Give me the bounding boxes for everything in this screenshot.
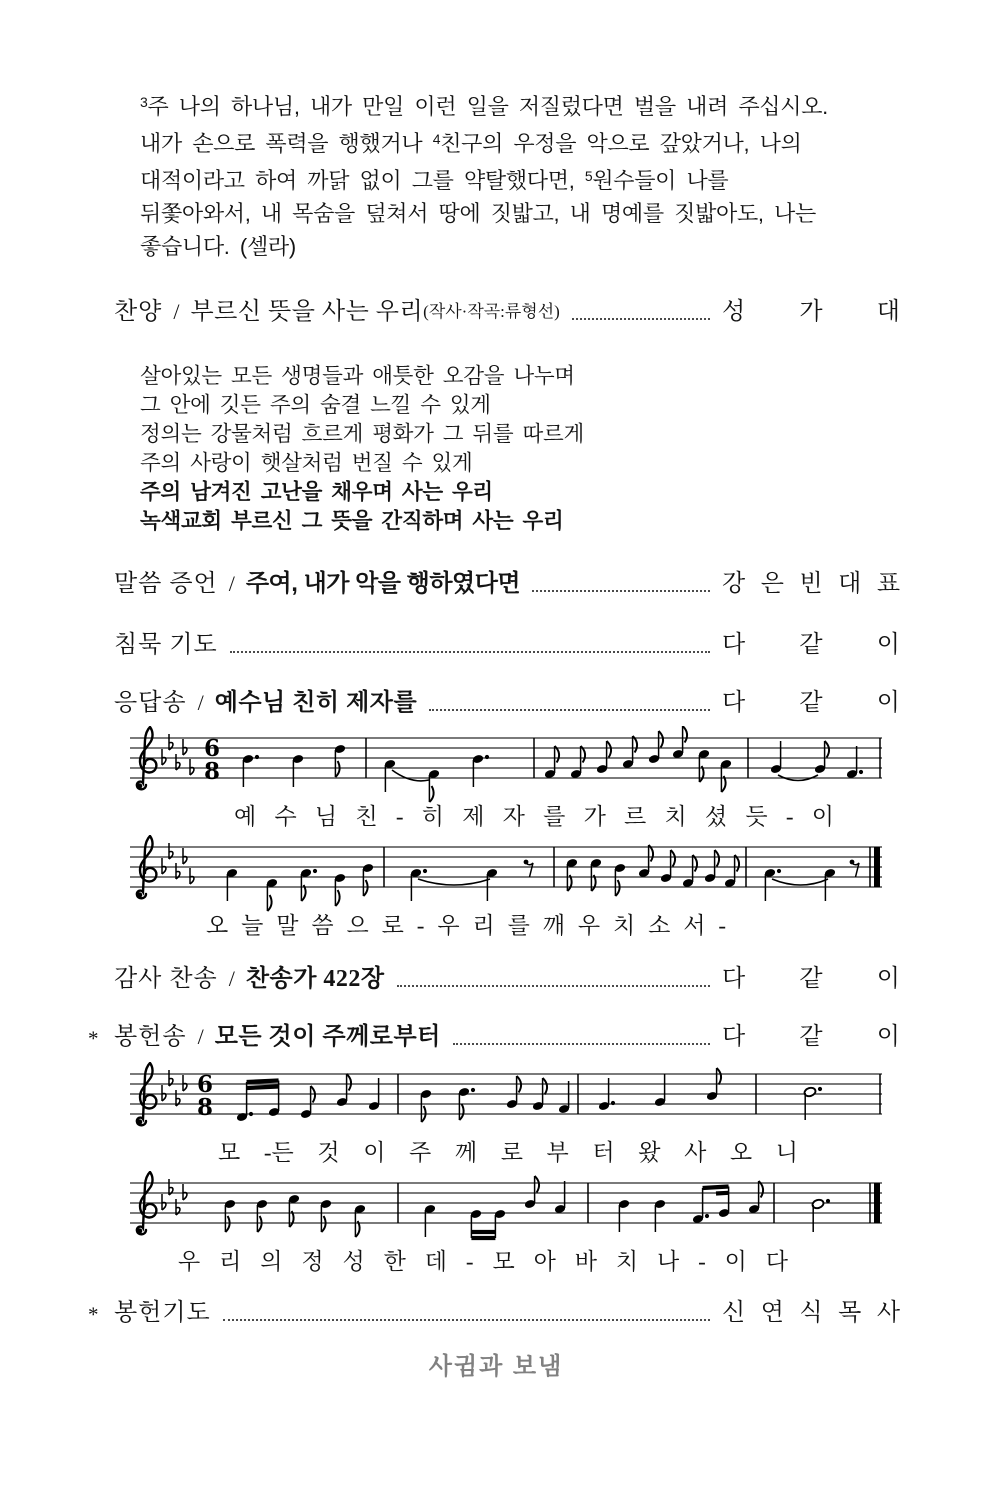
- scripture-line: [140, 123, 992, 160]
- final-barline: [874, 847, 880, 887]
- dotted-leader: [397, 971, 710, 988]
- song-title: 부르신 뜻을 사는 우리: [190, 299, 424, 325]
- scripture-line: [140, 197, 992, 230]
- measure-4: [803, 1086, 822, 1120]
- lyric-line: 그 안에 깃든 주의 숨결 느낄 수 있게: [140, 393, 491, 417]
- service-row-silent-prayer: [0, 628, 992, 662]
- performer: 다 같 이: [722, 632, 900, 658]
- lyric-line: 주의 사랑이 햇살처럼 번질 수 있게: [140, 451, 473, 475]
- time-signature: [197, 1071, 213, 1121]
- scripture-text: 친구의 우정을 악으로 갚았거나, 나의: [440, 131, 802, 156]
- svg-text:8: 8: [196, 1094, 214, 1121]
- scripture-text: 내가 손으로 폭력을 행했거나: [140, 131, 433, 156]
- scripture-line: [140, 160, 992, 197]
- measure-3: [544, 726, 732, 792]
- final-barline: [874, 1183, 880, 1223]
- performer: 신 연 식 목 사: [722, 1300, 900, 1326]
- key-signature-4-flats: [162, 1070, 187, 1106]
- service-row-thanks-hymn: [0, 962, 992, 996]
- dotted-leader: [572, 304, 710, 321]
- svg-text:6: 6: [196, 1071, 214, 1098]
- scripture-text: 뒤쫓아와서, 내 목숨을 덮쳐서 땅에 짓밟고, 내 명예를 짓밟아도, 나는: [140, 201, 816, 226]
- slash-separator: /: [228, 571, 235, 596]
- scripture-text: 좋습니다. (셀라): [140, 234, 296, 259]
- choir-lyrics: [140, 362, 992, 536]
- song-title: 예수님 친히 제자를: [214, 690, 418, 716]
- asterisk-marker: *: [88, 1026, 99, 1051]
- key-signature-4-flats: [162, 1179, 187, 1215]
- svg-text:6: 6: [203, 735, 221, 762]
- section-title-fellowship: 사귐과 보냄: [428, 1353, 564, 1380]
- service-row-offertory-song: [0, 1020, 992, 1054]
- dotted-leader: [453, 1029, 710, 1046]
- performer: 강 은 빈 대 표: [722, 571, 900, 597]
- slash-separator: /: [197, 1024, 204, 1049]
- measure-2: [420, 1076, 570, 1122]
- scripture-text: 주 나의 하나님, 내가 만일 이런 일을 저질렀다면 벌을 내려 주십시오.: [147, 94, 828, 119]
- service-label: 말씀 증언: [114, 571, 218, 597]
- measure-2: [410, 860, 533, 901]
- scripture-text: 대적이라고 하여 까닭 없이 그를 약탈했다면,: [140, 168, 585, 193]
- measure-1: [242, 744, 346, 787]
- verse-number: 4: [432, 131, 441, 147]
- key-signature-5-flats: [162, 843, 194, 884]
- scripture-line: [140, 86, 992, 123]
- verse-number: 5: [584, 168, 593, 184]
- staff-lyrics: 오 늘 말 씀 으 로 - 우 리 를 깨 우 치 소 서 -: [206, 913, 726, 938]
- service-row-word-testimony: [0, 567, 992, 601]
- scripture-text: 원수들이 나를: [592, 168, 729, 193]
- dotted-leader: [230, 637, 710, 654]
- performer: 성 가 대: [722, 299, 900, 325]
- service-label: 찬양: [114, 299, 163, 325]
- measure-2: [424, 1176, 566, 1238]
- lyric-line: 정의는 강물처럼 흐르게 평화가 그 뒤를 따르게: [140, 422, 584, 446]
- dotted-leader: [223, 1305, 710, 1322]
- slash-separator: /: [197, 690, 204, 715]
- scripture-passage: [140, 86, 992, 263]
- service-label: 봉헌기도: [114, 1300, 211, 1326]
- service-label: 침묵 기도: [114, 632, 218, 658]
- key-signature-5-flats: [162, 734, 194, 775]
- offertory-song-notation: [126, 1062, 992, 1276]
- measure-3: [566, 845, 739, 896]
- performer: 다 같 이: [722, 966, 900, 992]
- response-song-staff-2: [126, 835, 896, 915]
- staff-lines: [130, 1074, 882, 1114]
- offertory-song-staff-2: [126, 1171, 896, 1251]
- song-title: 찬송가 422장: [245, 966, 385, 992]
- service-row-offertory-prayer: [0, 1296, 992, 1330]
- measure-3: [618, 1181, 763, 1232]
- asterisk-marker: *: [88, 1302, 99, 1327]
- measure-1: [236, 1074, 380, 1122]
- slash-separator: /: [173, 299, 180, 324]
- lyric-line-bold: 녹색교회 부르신 그 뜻을 간직하며 사는 우리: [140, 509, 564, 533]
- performer: 다 같 이: [722, 1024, 900, 1050]
- response-song-staff-1: [126, 726, 896, 806]
- staff-lines: [130, 847, 882, 887]
- song-credit: (작사·작곡:류형선): [423, 302, 560, 321]
- service-label: 응답송: [114, 690, 187, 716]
- service-label: 감사 찬송: [114, 966, 218, 992]
- scripture-line: [140, 230, 992, 263]
- service-row-response-song: [0, 686, 992, 720]
- service-row-praise: [0, 295, 992, 329]
- song-title: 모든 것이 주께로부터: [214, 1024, 441, 1050]
- time-signature: [204, 735, 220, 785]
- slash-separator: /: [228, 966, 235, 991]
- dotted-leader: [429, 695, 710, 712]
- staff-lyrics: 모 -든 것 이 주 께 로 부 터 왔 사 오 니: [218, 1140, 798, 1165]
- service-label: 봉헌송: [114, 1024, 187, 1050]
- lyric-line-bold: 주의 남겨진 고난을 채우며 사는 우리: [140, 480, 493, 504]
- performer: 다 같 이: [722, 690, 900, 716]
- song-title: 주여, 내가 악을 행하였다면: [245, 570, 521, 597]
- offertory-song-staff-1: [126, 1062, 896, 1142]
- measure-4: [770, 741, 863, 781]
- verse-number: 3: [140, 94, 148, 110]
- measure-1: [224, 1194, 366, 1237]
- staff-lyrics: 우 리 의 정 성 한 데 - 모 아 바 치 나 - 이 다: [178, 1249, 788, 1274]
- svg-text:8: 8: [203, 758, 221, 785]
- staff-lines: [130, 1183, 882, 1223]
- staff-lyrics: 예 수 님 친 - 히 제 자 를 가 르 치 셨 듯 - 이: [234, 804, 834, 829]
- response-song-notation: [126, 726, 992, 940]
- lyric-line: 살아있는 모든 생명들과 애틋한 오감을 나누며: [140, 364, 575, 388]
- dotted-leader: [532, 576, 710, 593]
- measure-4: [764, 860, 859, 901]
